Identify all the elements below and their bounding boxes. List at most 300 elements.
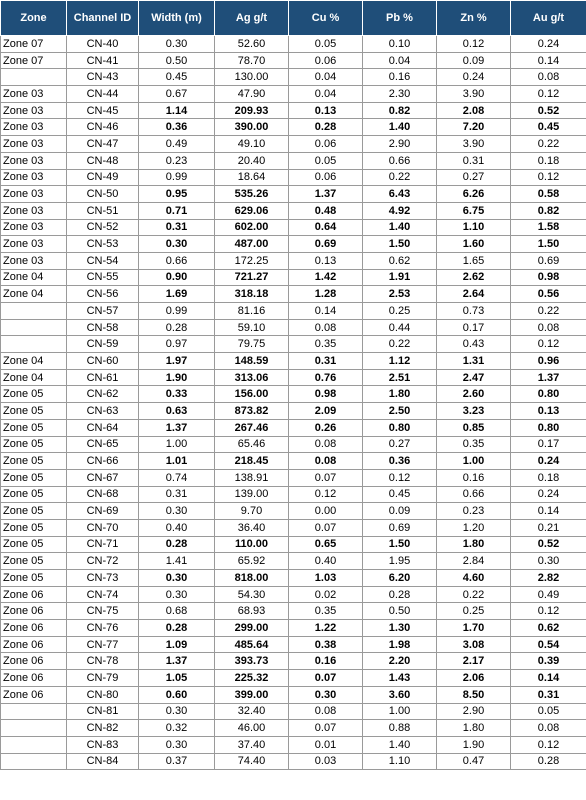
table-row <box>1 536 586 553</box>
pb-cell: 0.36 <box>363 453 437 470</box>
cu-cell: 0.05 <box>289 36 363 53</box>
table-row <box>1 86 586 103</box>
zn-cell: 0.85 <box>437 419 511 436</box>
cu-cell: 0.06 <box>289 169 363 186</box>
zone-cell: Zone 06 <box>1 620 67 637</box>
cu-cell: 0.05 <box>289 152 363 169</box>
zone-cell: Zone 06 <box>1 603 67 620</box>
width-cell: 0.71 <box>139 202 215 219</box>
cu-cell: 0.08 <box>289 436 363 453</box>
zone-cell: Zone 06 <box>1 586 67 603</box>
cu-cell: 0.28 <box>289 119 363 136</box>
width-cell: 0.32 <box>139 720 215 737</box>
table-row <box>1 553 586 570</box>
ag-cell: 49.10 <box>215 136 289 153</box>
pb-cell: 1.91 <box>363 269 437 286</box>
table-row <box>1 119 586 136</box>
zone-cell: Zone 03 <box>1 102 67 119</box>
table-row <box>1 620 586 637</box>
channel-id-cell: CN-44 <box>67 86 139 103</box>
zn-cell: 0.27 <box>437 169 511 186</box>
cu-cell: 0.69 <box>289 236 363 253</box>
ag-cell: 52.60 <box>215 36 289 53</box>
ag-cell: 218.45 <box>215 453 289 470</box>
zn-cell: 0.31 <box>437 152 511 169</box>
channel-id-cell: CN-78 <box>67 653 139 670</box>
cu-cell: 0.12 <box>289 486 363 503</box>
au-cell: 0.24 <box>511 453 586 470</box>
au-cell: 0.05 <box>511 703 586 720</box>
zone-cell: Zone 05 <box>1 386 67 403</box>
cu-cell: 0.64 <box>289 219 363 236</box>
zone-cell: Zone 05 <box>1 536 67 553</box>
ag-cell: 873.82 <box>215 403 289 420</box>
zn-cell: 1.60 <box>437 236 511 253</box>
cu-cell: 0.65 <box>289 536 363 553</box>
zn-cell: 3.90 <box>437 136 511 153</box>
table-row <box>1 670 586 687</box>
table-row <box>1 136 586 153</box>
table-row <box>1 369 586 386</box>
zone-cell: Zone 04 <box>1 286 67 303</box>
ag-cell: 267.46 <box>215 419 289 436</box>
ag-cell: 318.18 <box>215 286 289 303</box>
width-cell: 1.41 <box>139 553 215 570</box>
channel-id-cell: CN-68 <box>67 486 139 503</box>
zn-cell: 1.80 <box>437 536 511 553</box>
ag-cell: 172.25 <box>215 252 289 269</box>
zn-cell: 0.66 <box>437 486 511 503</box>
au-cell: 0.52 <box>511 102 586 119</box>
zone-cell: Zone 03 <box>1 202 67 219</box>
width-cell: 1.00 <box>139 436 215 453</box>
pb-cell: 0.45 <box>363 486 437 503</box>
au-cell: 0.54 <box>511 636 586 653</box>
au-cell: 1.37 <box>511 369 586 386</box>
channel-id-cell: CN-50 <box>67 186 139 203</box>
zone-cell: Zone 05 <box>1 486 67 503</box>
table-row <box>1 603 586 620</box>
ag-cell: 485.64 <box>215 636 289 653</box>
channel-id-cell: CN-58 <box>67 319 139 336</box>
pb-cell: 0.25 <box>363 303 437 320</box>
width-cell: 1.09 <box>139 636 215 653</box>
pb-cell: 0.44 <box>363 319 437 336</box>
pb-cell: 1.40 <box>363 219 437 236</box>
width-cell: 0.28 <box>139 536 215 553</box>
channel-id-cell: CN-52 <box>67 219 139 236</box>
table-row <box>1 503 586 520</box>
width-cell: 0.67 <box>139 86 215 103</box>
au-cell: 0.45 <box>511 119 586 136</box>
zn-cell: 1.00 <box>437 453 511 470</box>
au-cell: 0.21 <box>511 519 586 536</box>
cu-cell: 0.04 <box>289 69 363 86</box>
cu-cell: 0.98 <box>289 386 363 403</box>
cu-cell: 2.09 <box>289 403 363 420</box>
table-row <box>1 219 586 236</box>
zone-cell: Zone 05 <box>1 503 67 520</box>
table-row <box>1 519 586 536</box>
zn-cell: 1.90 <box>437 736 511 753</box>
pb-cell: 1.40 <box>363 119 437 136</box>
zn-cell: 0.09 <box>437 52 511 69</box>
ag-cell: 535.26 <box>215 186 289 203</box>
zn-cell: 1.10 <box>437 219 511 236</box>
pb-cell: 2.51 <box>363 369 437 386</box>
channel-id-cell: CN-59 <box>67 336 139 353</box>
cu-cell: 0.07 <box>289 469 363 486</box>
zone-cell: Zone 03 <box>1 136 67 153</box>
zn-cell: 0.22 <box>437 586 511 603</box>
zone-cell: Zone 05 <box>1 519 67 536</box>
cu-cell: 0.07 <box>289 670 363 687</box>
table-row <box>1 52 586 69</box>
header-row <box>1 1 586 36</box>
cu-cell: 1.22 <box>289 620 363 637</box>
ag-cell: 390.00 <box>215 119 289 136</box>
table-row <box>1 753 586 770</box>
cu-cell: 0.07 <box>289 720 363 737</box>
zn-cell: 2.60 <box>437 386 511 403</box>
zn-cell: 2.17 <box>437 653 511 670</box>
channel-id-cell: CN-70 <box>67 519 139 536</box>
au-cell: 0.98 <box>511 269 586 286</box>
zone-cell <box>1 736 67 753</box>
header-channel-id: Channel ID <box>67 1 139 36</box>
zn-cell: 1.80 <box>437 720 511 737</box>
ag-cell: 20.40 <box>215 152 289 169</box>
au-cell: 0.56 <box>511 286 586 303</box>
zn-cell: 0.23 <box>437 503 511 520</box>
zn-cell: 1.31 <box>437 353 511 370</box>
zone-cell: Zone 06 <box>1 686 67 703</box>
channel-id-cell: CN-43 <box>67 69 139 86</box>
pb-cell: 0.04 <box>363 52 437 69</box>
cu-cell: 0.06 <box>289 52 363 69</box>
ag-cell: 399.00 <box>215 686 289 703</box>
zone-cell: Zone 03 <box>1 119 67 136</box>
zone-cell: Zone 05 <box>1 436 67 453</box>
ag-cell: 209.93 <box>215 102 289 119</box>
cu-cell: 0.13 <box>289 102 363 119</box>
width-cell: 1.97 <box>139 353 215 370</box>
ag-cell: 9.70 <box>215 503 289 520</box>
au-cell: 0.12 <box>511 169 586 186</box>
ag-cell: 225.32 <box>215 670 289 687</box>
table-row <box>1 286 586 303</box>
table-row <box>1 653 586 670</box>
ag-cell: 487.00 <box>215 236 289 253</box>
au-cell: 0.22 <box>511 303 586 320</box>
zone-cell <box>1 720 67 737</box>
zone-cell: Zone 03 <box>1 219 67 236</box>
table-row <box>1 202 586 219</box>
zone-cell: Zone 05 <box>1 469 67 486</box>
au-cell: 0.13 <box>511 403 586 420</box>
channel-id-cell: CN-80 <box>67 686 139 703</box>
zone-cell: Zone 05 <box>1 419 67 436</box>
au-cell: 0.14 <box>511 503 586 520</box>
cu-cell: 0.26 <box>289 419 363 436</box>
pb-cell: 0.66 <box>363 152 437 169</box>
zn-cell: 0.25 <box>437 603 511 620</box>
zn-cell: 2.06 <box>437 670 511 687</box>
width-cell: 0.74 <box>139 469 215 486</box>
au-cell: 0.12 <box>511 736 586 753</box>
channel-id-cell: CN-71 <box>67 536 139 553</box>
zone-cell: Zone 03 <box>1 252 67 269</box>
header-ag: Ag g/t <box>215 1 289 36</box>
ag-cell: 65.92 <box>215 553 289 570</box>
zn-cell: 4.60 <box>437 570 511 587</box>
cu-cell: 0.76 <box>289 369 363 386</box>
pb-cell: 2.90 <box>363 136 437 153</box>
channel-id-cell: CN-77 <box>67 636 139 653</box>
table-row <box>1 586 586 603</box>
zone-cell <box>1 336 67 353</box>
au-cell: 0.24 <box>511 36 586 53</box>
cu-cell: 0.35 <box>289 603 363 620</box>
au-cell: 0.14 <box>511 52 586 69</box>
channel-id-cell: CN-83 <box>67 736 139 753</box>
pb-cell: 0.22 <box>363 169 437 186</box>
zn-cell: 8.50 <box>437 686 511 703</box>
table-body <box>1 36 586 770</box>
pb-cell: 0.82 <box>363 102 437 119</box>
zn-cell: 2.08 <box>437 102 511 119</box>
channel-id-cell: CN-60 <box>67 353 139 370</box>
pb-cell: 0.69 <box>363 519 437 536</box>
pb-cell: 1.00 <box>363 703 437 720</box>
width-cell: 0.97 <box>139 336 215 353</box>
au-cell: 0.80 <box>511 386 586 403</box>
cu-cell: 1.37 <box>289 186 363 203</box>
channel-id-cell: CN-57 <box>67 303 139 320</box>
channel-id-cell: CN-69 <box>67 503 139 520</box>
channel-id-cell: CN-55 <box>67 269 139 286</box>
table-row <box>1 303 586 320</box>
table-row <box>1 486 586 503</box>
table-row <box>1 453 586 470</box>
cu-cell: 0.04 <box>289 86 363 103</box>
cu-cell: 0.06 <box>289 136 363 153</box>
ag-cell: 156.00 <box>215 386 289 403</box>
cu-cell: 0.30 <box>289 686 363 703</box>
width-cell: 0.28 <box>139 319 215 336</box>
ag-cell: 110.00 <box>215 536 289 553</box>
channel-id-cell: CN-76 <box>67 620 139 637</box>
width-cell: 0.30 <box>139 236 215 253</box>
width-cell: 0.37 <box>139 753 215 770</box>
pb-cell: 1.50 <box>363 536 437 553</box>
zn-cell: 0.43 <box>437 336 511 353</box>
channel-id-cell: CN-62 <box>67 386 139 403</box>
pb-cell: 2.50 <box>363 403 437 420</box>
pb-cell: 0.28 <box>363 586 437 603</box>
cu-cell: 0.03 <box>289 753 363 770</box>
table-row <box>1 252 586 269</box>
channel-id-cell: CN-40 <box>67 36 139 53</box>
channel-id-cell: CN-66 <box>67 453 139 470</box>
table-row <box>1 102 586 119</box>
width-cell: 0.40 <box>139 519 215 536</box>
table-row <box>1 386 586 403</box>
header-au: Au g/t <box>511 1 586 36</box>
channel-id-cell: CN-48 <box>67 152 139 169</box>
au-cell: 1.50 <box>511 236 586 253</box>
cu-cell: 0.35 <box>289 336 363 353</box>
channel-id-cell: CN-49 <box>67 169 139 186</box>
table-row <box>1 169 586 186</box>
width-cell: 0.31 <box>139 486 215 503</box>
ag-cell: 602.00 <box>215 219 289 236</box>
pb-cell: 0.88 <box>363 720 437 737</box>
au-cell: 0.31 <box>511 686 586 703</box>
ag-cell: 36.40 <box>215 519 289 536</box>
ag-cell: 138.91 <box>215 469 289 486</box>
table-row <box>1 353 586 370</box>
width-cell: 0.90 <box>139 269 215 286</box>
zone-cell: Zone 03 <box>1 152 67 169</box>
channel-id-cell: CN-51 <box>67 202 139 219</box>
channel-id-cell: CN-72 <box>67 553 139 570</box>
width-cell: 0.28 <box>139 620 215 637</box>
zone-cell: Zone 05 <box>1 453 67 470</box>
ag-cell: 59.10 <box>215 319 289 336</box>
cu-cell: 0.01 <box>289 736 363 753</box>
pb-cell: 0.10 <box>363 36 437 53</box>
cu-cell: 0.08 <box>289 319 363 336</box>
ag-cell: 721.27 <box>215 269 289 286</box>
pb-cell: 2.53 <box>363 286 437 303</box>
cu-cell: 0.16 <box>289 653 363 670</box>
table-row <box>1 703 586 720</box>
au-cell: 0.39 <box>511 653 586 670</box>
table-row <box>1 269 586 286</box>
zone-cell: Zone 04 <box>1 353 67 370</box>
table-row <box>1 319 586 336</box>
zone-cell: Zone 06 <box>1 653 67 670</box>
au-cell: 2.82 <box>511 570 586 587</box>
cu-cell: 0.48 <box>289 202 363 219</box>
ag-cell: 81.16 <box>215 303 289 320</box>
cu-cell: 0.40 <box>289 553 363 570</box>
au-cell: 0.80 <box>511 419 586 436</box>
width-cell: 0.45 <box>139 69 215 86</box>
table-row <box>1 570 586 587</box>
au-cell: 0.69 <box>511 252 586 269</box>
au-cell: 0.12 <box>511 336 586 353</box>
au-cell: 0.12 <box>511 603 586 620</box>
zn-cell: 0.73 <box>437 303 511 320</box>
table-row <box>1 419 586 436</box>
header-cu: Cu % <box>289 1 363 36</box>
zone-cell: Zone 07 <box>1 52 67 69</box>
header-width: Width (m) <box>139 1 215 36</box>
channel-id-cell: CN-47 <box>67 136 139 153</box>
pb-cell: 0.50 <box>363 603 437 620</box>
au-cell: 0.28 <box>511 753 586 770</box>
zn-cell: 0.35 <box>437 436 511 453</box>
pb-cell: 4.92 <box>363 202 437 219</box>
channel-id-cell: CN-63 <box>67 403 139 420</box>
table-row <box>1 720 586 737</box>
zone-cell <box>1 319 67 336</box>
width-cell: 1.69 <box>139 286 215 303</box>
width-cell: 0.30 <box>139 703 215 720</box>
au-cell: 0.12 <box>511 86 586 103</box>
ag-cell: 68.93 <box>215 603 289 620</box>
width-cell: 0.30 <box>139 570 215 587</box>
channel-id-cell: CN-82 <box>67 720 139 737</box>
pb-cell: 1.40 <box>363 736 437 753</box>
au-cell: 0.08 <box>511 319 586 336</box>
cu-cell: 0.31 <box>289 353 363 370</box>
width-cell: 1.37 <box>139 419 215 436</box>
table-row <box>1 403 586 420</box>
width-cell: 0.68 <box>139 603 215 620</box>
pb-cell: 2.30 <box>363 86 437 103</box>
width-cell: 0.30 <box>139 736 215 753</box>
pb-cell: 0.12 <box>363 469 437 486</box>
au-cell: 0.49 <box>511 586 586 603</box>
channel-id-cell: CN-81 <box>67 703 139 720</box>
width-cell: 0.63 <box>139 403 215 420</box>
width-cell: 0.31 <box>139 219 215 236</box>
zn-cell: 2.62 <box>437 269 511 286</box>
zone-cell <box>1 69 67 86</box>
width-cell: 0.30 <box>139 503 215 520</box>
pb-cell: 6.43 <box>363 186 437 203</box>
au-cell: 0.18 <box>511 152 586 169</box>
zone-cell: Zone 06 <box>1 636 67 653</box>
pb-cell: 0.16 <box>363 69 437 86</box>
table-row <box>1 736 586 753</box>
pb-cell: 1.43 <box>363 670 437 687</box>
zn-cell: 0.47 <box>437 753 511 770</box>
table-row <box>1 469 586 486</box>
zn-cell: 3.23 <box>437 403 511 420</box>
pb-cell: 1.30 <box>363 620 437 637</box>
au-cell: 0.58 <box>511 186 586 203</box>
table-row <box>1 336 586 353</box>
header-zone: Zone <box>1 1 67 36</box>
channel-id-cell: CN-45 <box>67 102 139 119</box>
zn-cell: 3.90 <box>437 86 511 103</box>
table-row <box>1 436 586 453</box>
table-row <box>1 152 586 169</box>
zone-cell: Zone 07 <box>1 36 67 53</box>
cu-cell: 1.42 <box>289 269 363 286</box>
header-pb: Pb % <box>363 1 437 36</box>
zone-cell: Zone 05 <box>1 403 67 420</box>
zone-cell: Zone 03 <box>1 86 67 103</box>
pb-cell: 2.20 <box>363 653 437 670</box>
cu-cell: 0.08 <box>289 453 363 470</box>
zone-cell: Zone 05 <box>1 553 67 570</box>
zn-cell: 7.20 <box>437 119 511 136</box>
channel-id-cell: CN-65 <box>67 436 139 453</box>
pb-cell: 6.20 <box>363 570 437 587</box>
zone-cell: Zone 05 <box>1 570 67 587</box>
ag-cell: 629.06 <box>215 202 289 219</box>
zn-cell: 0.17 <box>437 319 511 336</box>
width-cell: 0.50 <box>139 52 215 69</box>
zn-cell: 1.20 <box>437 519 511 536</box>
channel-id-cell: CN-41 <box>67 52 139 69</box>
channel-id-cell: CN-67 <box>67 469 139 486</box>
